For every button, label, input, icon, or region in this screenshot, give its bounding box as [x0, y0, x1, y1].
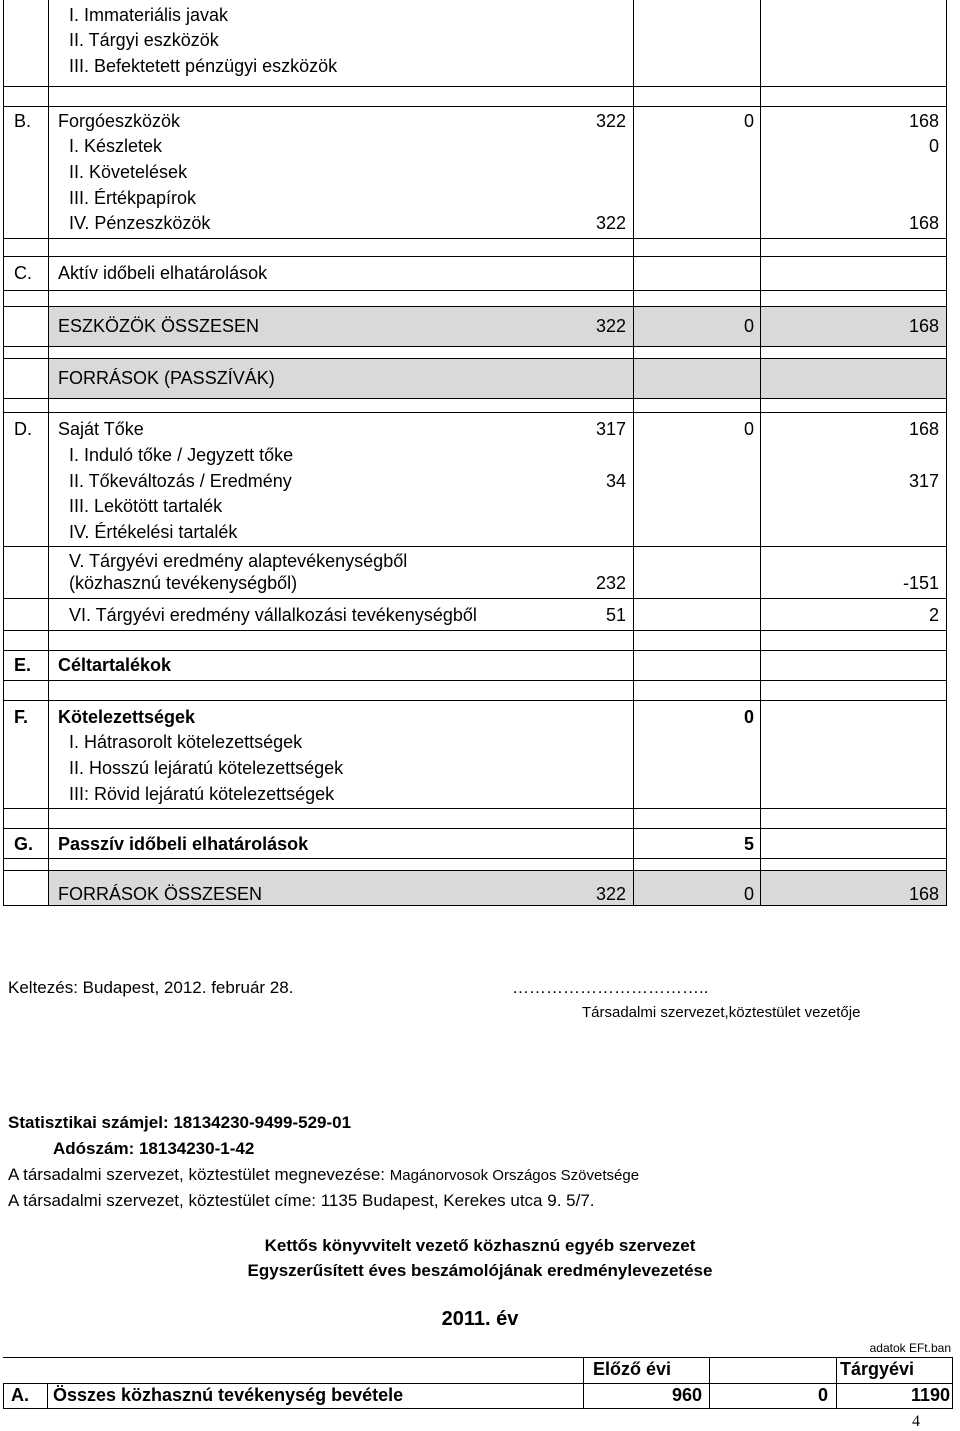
row-label: Passzív időbeli elhatárolások	[58, 834, 309, 854]
value-curr: -151	[902, 573, 939, 593]
row-separator	[3, 858, 947, 859]
value-adj: 0	[743, 884, 754, 904]
row-label: VI. Tárgyévi eredmény vállalkozási tevékenységből	[69, 605, 477, 625]
row-separator	[3, 546, 947, 547]
page-number: 4	[912, 1413, 920, 1430]
value-prev: 322	[595, 111, 626, 131]
row-separator	[3, 828, 947, 829]
col-divider-v1	[633, 0, 634, 906]
row-label: I. Immateriális javak	[69, 5, 229, 25]
value-adj: 0	[817, 1385, 828, 1405]
row-label: III. Lekötött tartalék	[69, 496, 223, 516]
row-label: I. Hátrasorolt kötelezettségek	[69, 732, 303, 752]
row-code: A.	[11, 1385, 29, 1405]
row-separator	[3, 650, 947, 651]
value-adj: 0	[743, 316, 754, 336]
row-label: Aktív időbeli elhatárolások	[58, 263, 268, 283]
stat-number: Statisztikai számjel: 18134230-9499-529-01	[8, 1113, 352, 1132]
row-label: III. Értékpapírok	[69, 188, 197, 208]
signer-title: Társadalmi szervezet,köztestület vezetője	[582, 1004, 861, 1021]
signature-dots: ……………………………..	[512, 978, 709, 997]
row-separator	[3, 398, 947, 399]
value-prev: 232	[595, 573, 626, 593]
row-label: ESZKÖZÖK ÖSSZESEN	[58, 316, 260, 336]
row-separator	[3, 412, 947, 413]
value-curr: 0	[928, 136, 939, 156]
tax-number: Adószám: 18134230-1-42	[53, 1139, 255, 1158]
value-prev: 322	[595, 316, 626, 336]
row-separator	[3, 346, 947, 347]
row-label: IV. Értékelési tartalék	[69, 522, 238, 542]
value-prev: 322	[595, 884, 626, 904]
org-name-label: A társadalmi szervezet, köztestület megnevezése:	[8, 1165, 386, 1184]
row-separator	[3, 86, 947, 87]
row-code: C.	[14, 263, 32, 283]
row-separator	[3, 630, 947, 631]
row-label: II. Tőkeváltozás / Eredmény	[69, 471, 292, 491]
row-separator	[3, 306, 947, 307]
org-name-value: Magánorvosok Országos Szövetsége	[389, 1167, 640, 1184]
row-separator	[3, 256, 947, 257]
value-prev: 317	[595, 419, 626, 439]
row-label: II. Hosszú lejáratú kötelezettségek	[69, 758, 344, 778]
report-title: Kettős könyvvitelt vezető közhasznú egyéb szervezet	[264, 1236, 696, 1255]
unit-note: adatok EFt.ban	[869, 1341, 951, 1355]
col-divider-code	[48, 0, 49, 906]
row-label: Összes közhasznú tevékenység bevétele	[53, 1385, 404, 1405]
value-adj: 5	[743, 834, 754, 854]
value-curr: 168	[908, 316, 939, 336]
row-code: G.	[14, 834, 34, 854]
row-label: Céltartalékok	[58, 655, 172, 675]
value-prev: 34	[605, 471, 626, 491]
row-separator	[3, 700, 947, 701]
org-name-line	[8, 1165, 639, 1185]
row-separator	[3, 598, 947, 599]
value-curr: 168	[908, 884, 939, 904]
value-prev: 960	[671, 1385, 702, 1405]
row-label: III: Rövid lejáratú kötelezettségek	[69, 784, 335, 804]
row-label: FORRÁSOK ÖSSZESEN	[58, 884, 263, 904]
row-label: FORRÁSOK (PASSZÍVÁK)	[58, 368, 275, 388]
value-curr: 2	[928, 605, 939, 625]
row-separator	[3, 680, 947, 681]
row-label: III. Befektetett pénzügyi eszközök	[69, 56, 338, 76]
col-header-curr: Tárgyévi	[840, 1359, 915, 1379]
row-label: I. Induló tőke / Jegyzett tőke	[69, 445, 294, 465]
row-separator	[3, 290, 947, 291]
row-separator	[3, 358, 947, 359]
row-label: II. Követelések	[69, 162, 188, 182]
value-curr: 168	[908, 111, 939, 131]
report-subtitle: Egyszerűsített éves beszámolójának eredménylevezetése	[247, 1261, 713, 1280]
col-divider-v2	[760, 0, 761, 906]
row-label: Saját Tőke	[58, 419, 144, 439]
row-separator	[3, 238, 947, 239]
row-label: Kötelezettségek	[58, 707, 196, 727]
row-code: D.	[14, 419, 32, 439]
row-label: IV. Pénzeszközök	[69, 213, 211, 233]
income-table	[3, 1357, 953, 1409]
value-curr: 168	[908, 419, 939, 439]
value-curr: 168	[908, 213, 939, 233]
value-prev: 51	[605, 605, 626, 625]
value-adj: 0	[743, 111, 754, 131]
value-adj: 0	[743, 707, 754, 727]
date-line: Keltezés: Budapest, 2012. február 28.	[8, 978, 294, 997]
row-label: II. Tárgyi eszközök	[69, 30, 219, 50]
row-separator	[3, 808, 947, 809]
row-label: I. Készletek	[69, 136, 163, 156]
row-code: F.	[14, 707, 29, 727]
row-label: (közhasznú tevékenységből)	[69, 573, 298, 593]
report-year: 2011. év	[441, 1308, 519, 1330]
row-separator	[3, 106, 947, 107]
row-code: E.	[14, 655, 32, 675]
row-label: Forgóeszközök	[58, 111, 181, 131]
value-adj: 0	[743, 419, 754, 439]
org-address: A társadalmi szervezet, köztestület címe: 1135 Budapest, Kerekes utca 9. 5/7.	[8, 1191, 595, 1210]
value-curr: 1190	[910, 1385, 950, 1405]
row-separator	[3, 870, 947, 871]
value-prev: 322	[595, 213, 626, 233]
col-header-prev: Előző évi	[593, 1359, 672, 1379]
value-curr: 317	[908, 471, 939, 491]
row-label: V. Tárgyévi eredmény alaptevékenységből	[69, 551, 408, 571]
row-code: B.	[14, 111, 32, 131]
